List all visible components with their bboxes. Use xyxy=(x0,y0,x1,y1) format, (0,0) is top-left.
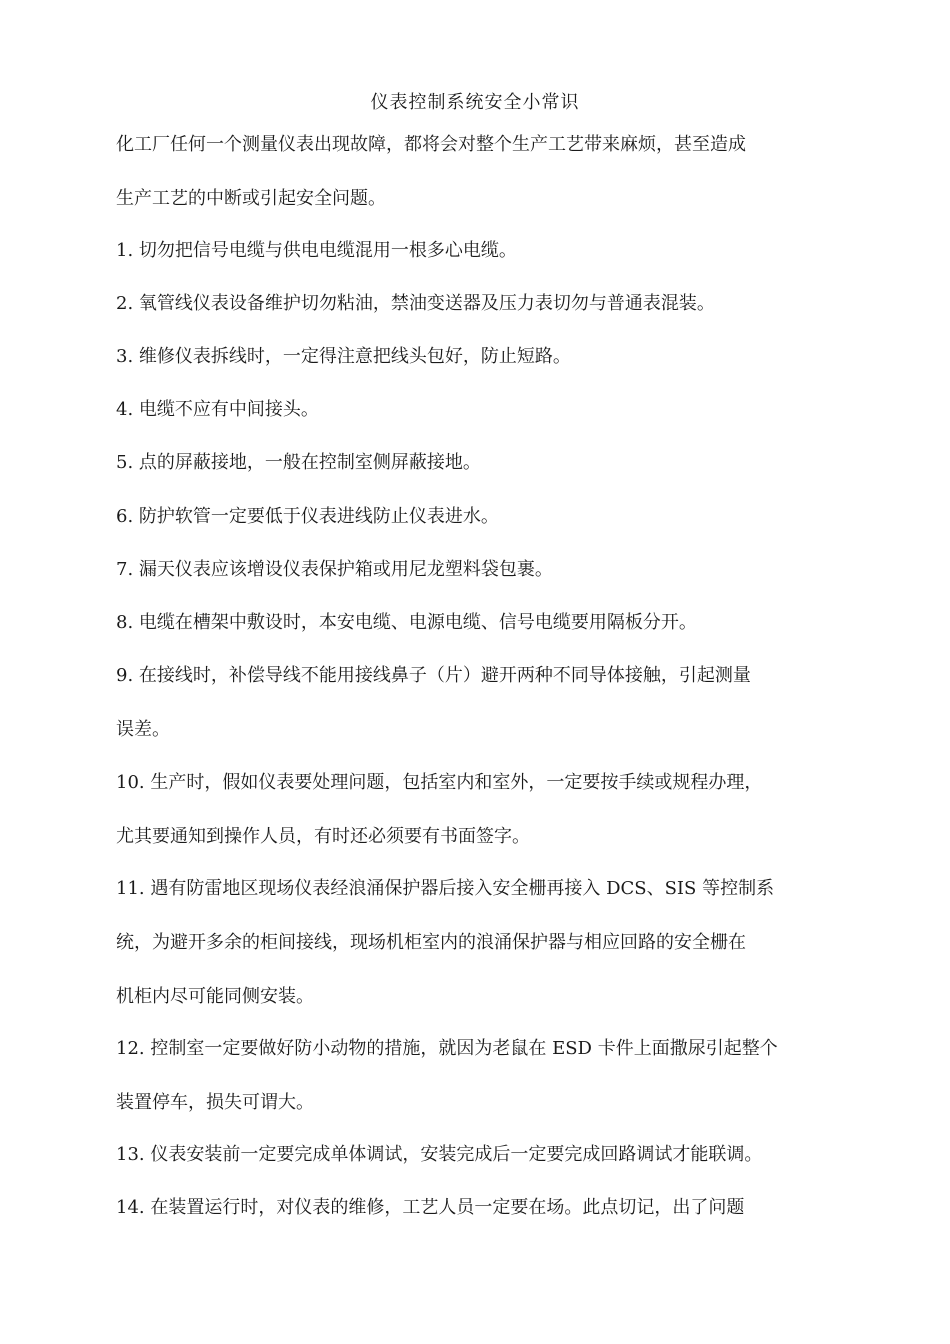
paragraph-item-9 xyxy=(116,649,846,757)
paragraph-item-10 xyxy=(116,756,846,864)
paragraph-line: 14. 在装置运行时，对仪表的维修，工艺人员一定要在场。此点切记，出了问题 xyxy=(116,1197,745,1218)
paragraph-item-5 xyxy=(116,436,846,490)
paragraph-line: 2. 氧管线仪表设备维护切勿粘油，禁油变送器及压力表切勿与普通表混装。 xyxy=(116,293,715,314)
paragraph-line: 9. 在接线时，补偿导线不能用接线鼻子（片）避开两种不同导体接触，引起测量 xyxy=(116,665,751,686)
paragraph-line: 12. 控制室一定要做好防小动物的措施，就因为老鼠在 ESD 卡件上面撒尿引起整个 xyxy=(116,1038,778,1059)
paragraph-item-2 xyxy=(116,277,846,331)
paragraph-item-4 xyxy=(116,383,846,437)
paragraph-line: 7. 漏天仪表应该增设仪表保护箱或用尼龙塑料袋包裹。 xyxy=(116,559,553,580)
paragraph-line: 11. 遇有防雷地区现场仪表经浪涌保护器后接入安全栅再接入 DCS、SIS 等控制系 xyxy=(116,878,775,899)
paragraph-line: 5. 点的屏蔽接地，一般在控制室侧屏蔽接地。 xyxy=(116,452,481,473)
paragraph-line: 生产工艺的中断或引起安全问题。 xyxy=(116,188,386,209)
paragraph-item-6 xyxy=(116,490,846,544)
paragraph-item-11 xyxy=(116,862,846,1024)
paragraph-intro xyxy=(116,118,846,226)
paragraph-item-12 xyxy=(116,1022,846,1130)
paragraph-line: 尤其要通知到操作人员，有时还必须要有书面签字。 xyxy=(116,826,530,847)
paragraph-item-3 xyxy=(116,330,846,384)
paragraph-item-13 xyxy=(116,1128,846,1182)
paragraph-item-8 xyxy=(116,596,846,650)
paragraph-item-7 xyxy=(116,543,846,597)
paragraph-line: 机柜内尽可能同侧安装。 xyxy=(116,986,314,1007)
paragraph-item-14 xyxy=(116,1181,846,1235)
paragraph-line: 1. 切勿把信号电缆与供电电缆混用一根多心电缆。 xyxy=(116,240,517,261)
paragraph-line: 10. 生产时，假如仪表要处理问题，包括室内和室外，一定要按手续或规程办理， xyxy=(116,772,763,793)
paragraph-item-1 xyxy=(116,224,846,278)
paragraph-line: 6. 防护软管一定要低于仪表进线防止仪表进水。 xyxy=(116,506,499,527)
document-title: 仪表控制系统安全小常识 xyxy=(370,92,580,113)
paragraph-line: 3. 维修仪表拆线时，一定得注意把线头包好，防止短路。 xyxy=(116,346,571,367)
paragraph-line: 误差。 xyxy=(116,719,170,740)
paragraph-line: 装置停车，损失可谓大。 xyxy=(116,1092,314,1113)
paragraph-line: 统，为避开多余的柜间接线，现场机柜室内的浪涌保护器与相应回路的安全栅在 xyxy=(116,932,746,953)
paragraph-line: 13. 仪表安装前一定要完成单体调试，安装完成后一定要完成回路调试才能联调。 xyxy=(116,1144,763,1165)
paragraph-line: 4. 电缆不应有中间接头。 xyxy=(116,399,319,420)
paragraph-line: 8. 电缆在槽架中敷设时，本安电缆、电源电缆、信号电缆要用隔板分开。 xyxy=(116,612,697,633)
paragraph-line: 化工厂任何一个测量仪表出现故障，都将会对整个生产工艺带来麻烦，甚至造成 xyxy=(116,134,746,155)
